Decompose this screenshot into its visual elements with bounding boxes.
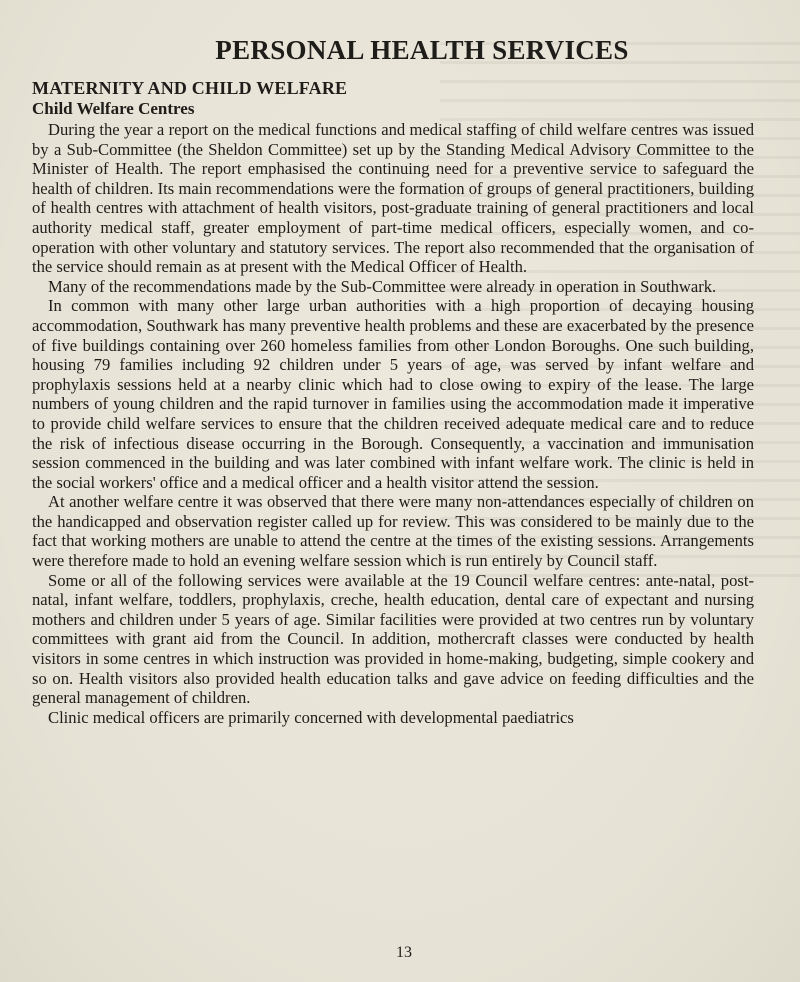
page-content [32, 32, 754, 727]
paragraph-evening-session: At another welfare centre it was observed that there were many non-attendances especially of children on the handicapped and observation register called up for review. This was considered to be mainly due to the fact that working mothers are unable to attend the centre at the times of the existing sessions. Arrangements were therefore made to hold an evening welfare session which is run entirely by Council staff. [32, 492, 754, 571]
paragraph-sheldon-report: During the year a report on the medical functions and medical staffing of child welfare centres was issued by a Sub-Committee (the Sheldon Committee) set up by the Standing Medical Advisory Committee to the Minister of Health. The report emphasised the continuing need for a preventive service to safeguard the health of children. Its main recommendations were the formation of groups of general practitioners, building of health centres with attachment of health visitors, post-graduate training of general practitioners and local authority medical staff, greater employment of part-time medical officers, especially women, and co-operation with other voluntary and statutory services. The report also recommended that the organisation of the service should remain as at present with the Medical Officer of Health. [32, 120, 754, 277]
subsection-heading: Child Welfare Centres [32, 99, 195, 118]
section-heading: MATERNITY AND CHILD WELFARE [32, 78, 348, 98]
page-number: 13 [396, 944, 412, 961]
page-title: PERSONAL HEALTH SERVICES [215, 35, 629, 65]
paragraph-homeless-families: In common with many other large urban authorities with a high proportion of decaying housing accommodation, Southwark has many preventive health problems and these are exacerbated by the presence of five buildings containing over 260 homeless families from other London Boroughs. One such building, housing 79 families including 92 children under 5 years of age, was served by infant welfare and prophylaxis sessions held at a nearby clinic which had to close owing to expiry of the lease. The large numbers of young children and the rapid turnover in families using the accommodation made it imperative to provide child welfare services to ensure that the children received adequate medical care and to reduce the risk of infectious disease occurring in the Borough. Consequently, a vaccination and immunisation session commenced in the building and was later combined with infant welfare work. The clinic is held in the social workers' office and a medical officer and a health visitor attend the session. [32, 296, 754, 492]
paragraph-services-available: Some or all of the following services were available at the 19 Council welfare centres: ante-natal, post-natal, infant welfare, toddlers, prophylaxis, creche, health education, dental care of expectant and nursing mothers and children under 5 years of age. Similar facilities were provided at two centres run by voluntary committees with grant aid from the Council. In addition, mothercraft classes were conducted by health visitors in some centres in which instruction was provided in home-making, budgeting, simple cookery and so on. Health visitors also provided health education talks and gave advice on feeding difficulties and the general management of children. [32, 570, 754, 708]
paragraph-recommendations: Many of the recommendations made by the Sub-Committee were already in operation in Southwark. [48, 276, 717, 296]
paragraph-clinic-medical-officers: Clinic medical officers are primarily concerned with developmental paediatrics [48, 707, 574, 727]
